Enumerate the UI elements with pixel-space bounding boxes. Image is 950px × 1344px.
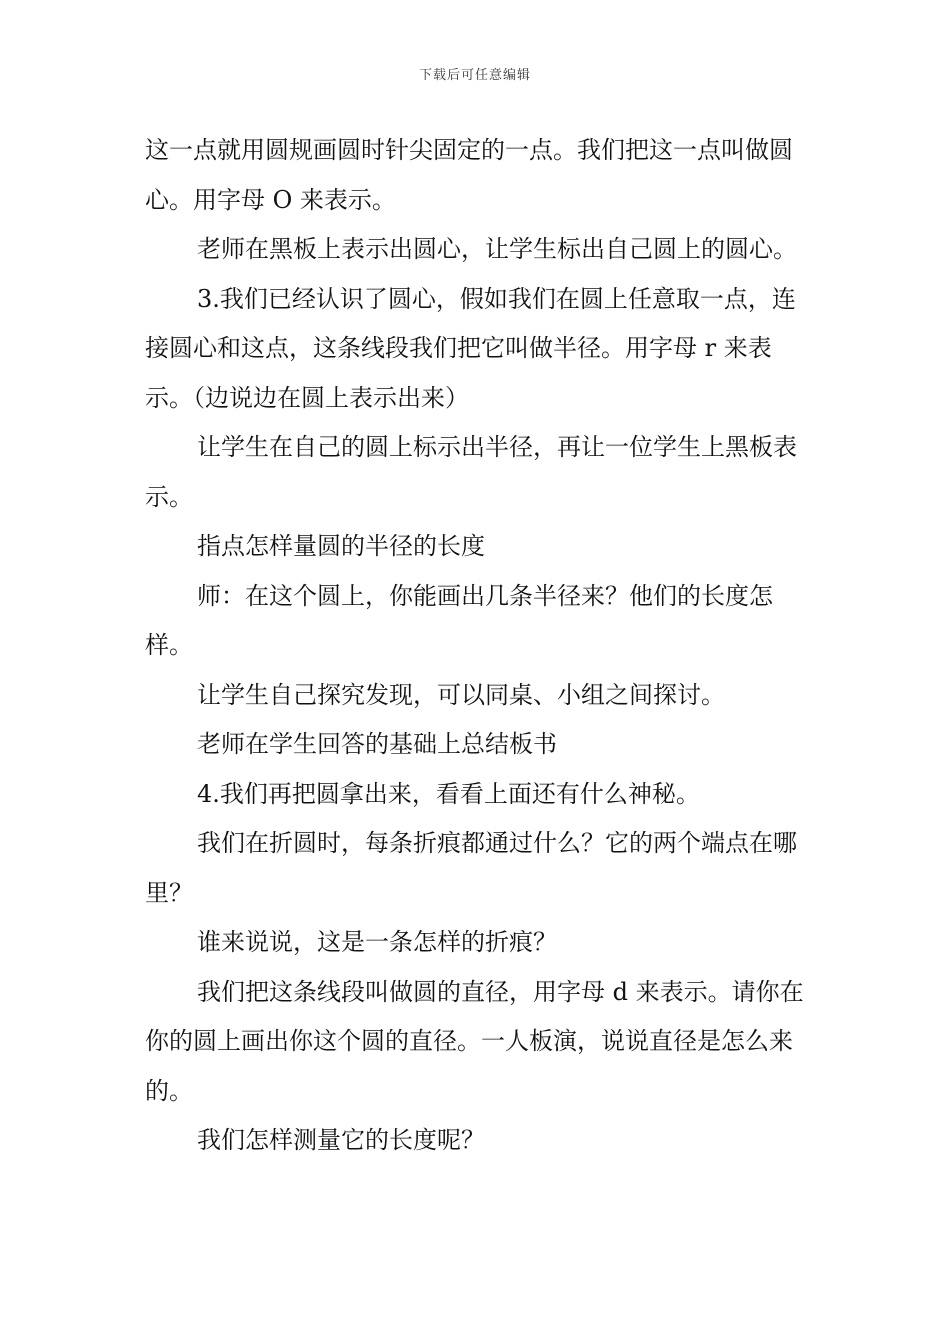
paragraph-9: 4.我们再把圆拿出来，看看上面还有什么神秘。 xyxy=(197,779,700,808)
document-body xyxy=(145,126,810,1166)
paragraph-11: 谁来说说，这是一条怎样的折痕？ xyxy=(197,928,557,956)
paragraph-4: 让学生在自己的圆上标示出半径，再让一位学生上黑板表示。 xyxy=(145,433,797,511)
paragraph-7: 让学生自己探究发现，可以同桌、小组之间探讨。 xyxy=(197,680,725,709)
paragraph-2: 老师在黑板上表示出圆心，让学生标出自己圆上的圆心。 xyxy=(197,235,797,263)
page-header: 下载后可任意编辑 xyxy=(418,68,531,83)
paragraph-5: 指点怎样量圆的半径的长度 xyxy=(197,532,485,560)
paragraph-10: 我们在折圆时，每条折痕都通过什么？它的两个端点在哪里？ xyxy=(145,829,797,907)
paragraph-6: 师：在这个圆上，你能画出几条半径来？他们的长度怎样。 xyxy=(145,581,773,659)
paragraph-8: 老师在学生回答的基础上总结板书 xyxy=(197,730,557,758)
paragraph-12: 我们把这条线段叫做圆的直径，用字母 d 来表示。请你在你的圆上画出你这个圆的直径。一人板演，说说直径是怎么来的。 xyxy=(145,977,804,1105)
paragraph-3: 3.我们已经认识了圆心，假如我们在圆上任意取一点，连接圆心和这点，这条线段我们把它叫做半径。用字母 r 来表示。（边说边在圆上表示出来） xyxy=(145,284,796,412)
paragraph-1: 这一点就用圆规画圆时针尖固定的一点。我们把这一点叫做圆心。用字母 O 来表示。 xyxy=(145,136,793,214)
paragraph-13: 我们怎样测量它的长度呢？ xyxy=(197,1126,485,1154)
